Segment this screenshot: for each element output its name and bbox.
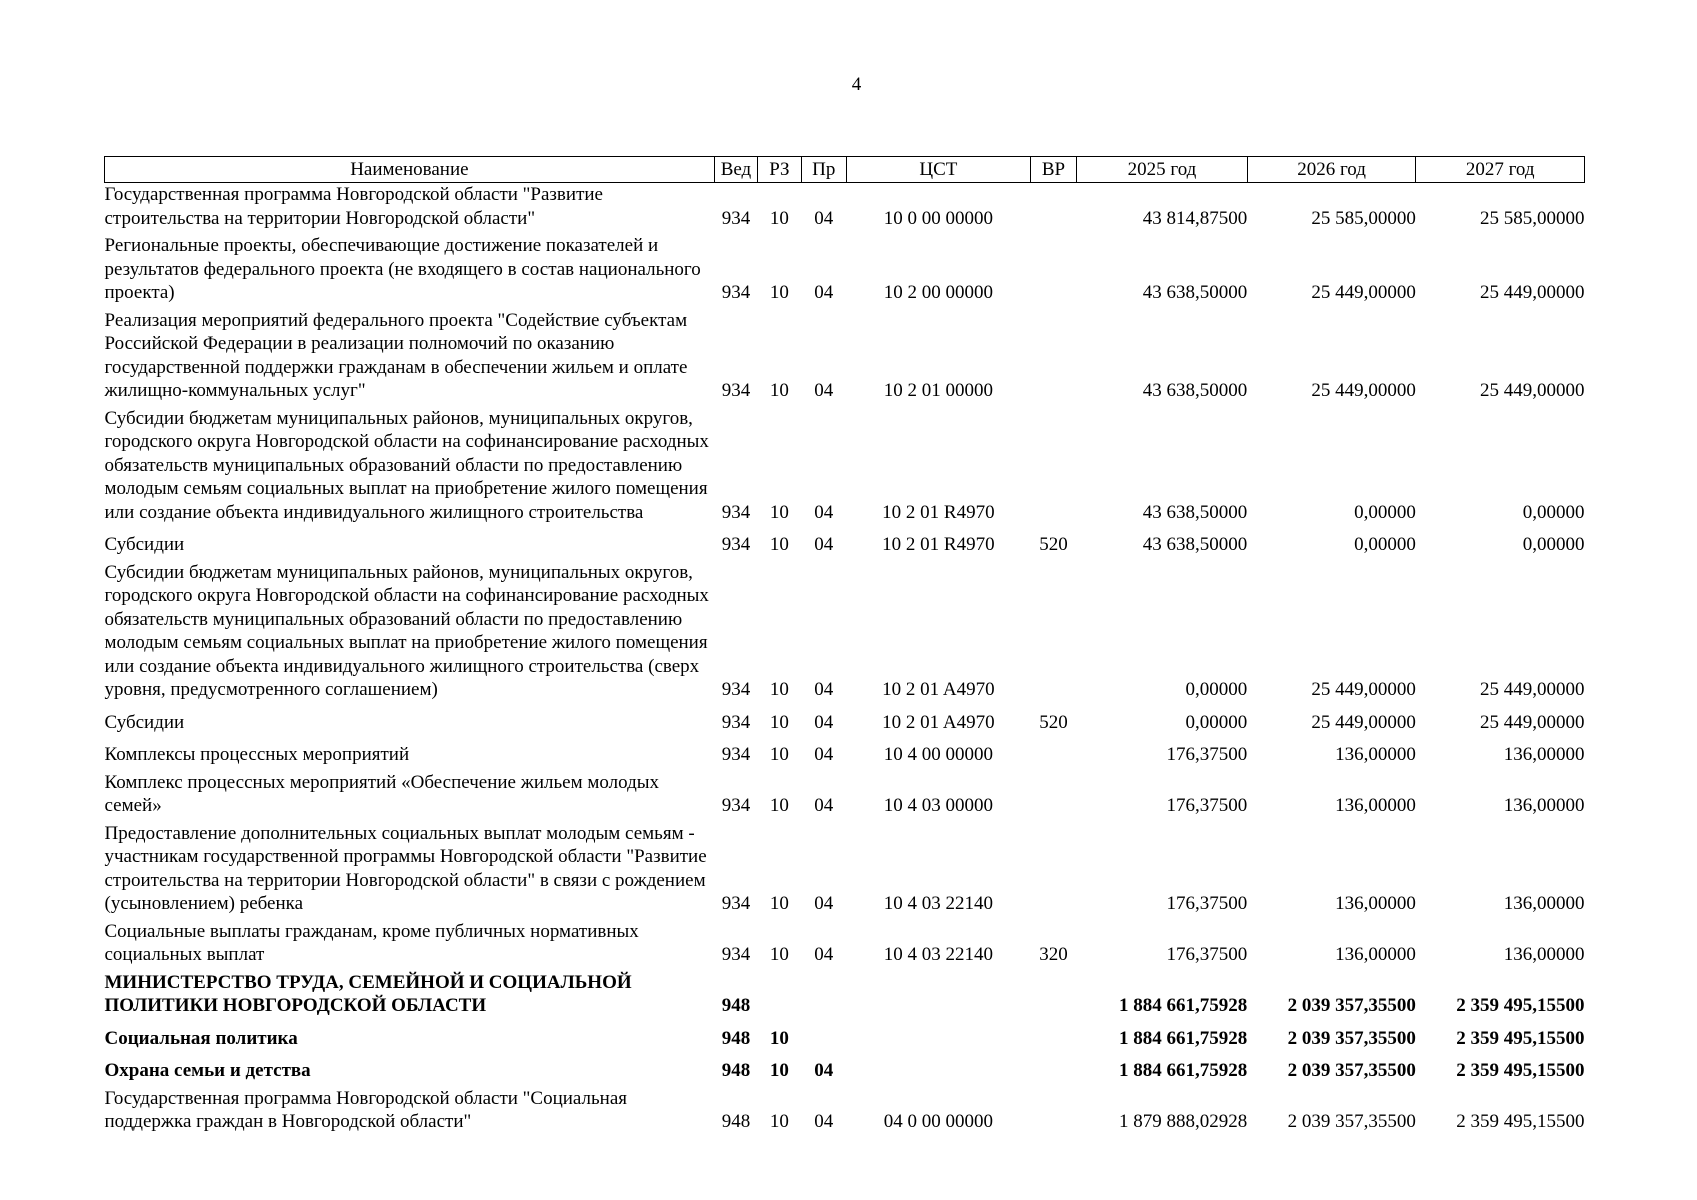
row-2025: 1 884 661,75928 (1119, 1060, 1248, 1081)
table-row (105, 920, 1585, 971)
row-rz: 10 (769, 1027, 789, 1049)
row-ved: 948 (721, 995, 751, 1016)
row-2025: 176,37500 (1166, 944, 1248, 965)
row-name: Комплексы процессных мероприятий (104, 744, 410, 765)
row-vr (1030, 309, 1076, 407)
row-rz: 10 (769, 282, 789, 303)
row-cst (847, 1022, 1031, 1055)
table-row (105, 771, 1585, 822)
row-name: Социальная политика (104, 1027, 298, 1049)
row-pr: 04 (814, 679, 834, 700)
row-2026: 0,00000 (1354, 501, 1416, 523)
row-vr: 520 (1039, 534, 1068, 555)
row-rz: 10 (769, 501, 789, 523)
row-2026: 25 449,00000 (1311, 711, 1416, 733)
row-cst: 10 0 00 00000 (883, 207, 993, 229)
row-2025: 0,00000 (1185, 679, 1248, 700)
table-row (105, 528, 1585, 561)
row-pr: 04 (814, 534, 834, 555)
row-pr (801, 1022, 846, 1055)
row-vr (1030, 822, 1076, 920)
row-ved: 934 (721, 207, 751, 229)
row-2025: 43 638,50000 (1142, 534, 1248, 555)
row-2025: 43 638,50000 (1142, 282, 1248, 303)
row-ved: 934 (721, 744, 751, 765)
row-vr (1030, 234, 1076, 309)
table-row (105, 309, 1585, 407)
row-pr: 04 (814, 282, 834, 303)
row-2027: 25 449,00000 (1480, 679, 1585, 700)
row-name: Реализация мероприятий федерального проекта "Содействие субъектам Российской Федерации в реализации полномочий по оказанию государственной поддержки гражданам в обеспечении жильем и оплате жилищно-коммунальных услуг" (104, 309, 688, 401)
row-cst: 10 4 03 00000 (883, 795, 993, 816)
row-2027: 25 449,00000 (1480, 380, 1585, 401)
row-2025: 176,37500 (1166, 893, 1248, 914)
row-rz: 10 (769, 679, 789, 700)
row-2025: 0,00000 (1185, 711, 1248, 733)
table-row (105, 407, 1585, 529)
row-2027: 25 449,00000 (1480, 711, 1585, 733)
row-vr (1030, 738, 1076, 771)
row-ved: 934 (721, 795, 751, 816)
row-pr: 04 (814, 795, 834, 816)
header-2025: 2025 год (1077, 157, 1248, 183)
row-2027: 0,00000 (1522, 534, 1585, 555)
row-cst: 10 2 01 A4970 (882, 679, 995, 700)
row-name: Комплекс процессных мероприятий «Обеспечение жильем молодых семей» (104, 771, 660, 816)
row-cst (847, 971, 1031, 1022)
row-2027: 136,00000 (1503, 744, 1585, 765)
row-cst: 10 2 01 00000 (883, 380, 993, 401)
header-pr: Пр (801, 157, 846, 183)
row-pr: 04 (814, 893, 834, 914)
row-cst: 10 2 01 A4970 (882, 711, 995, 733)
row-2026: 25 449,00000 (1311, 679, 1416, 700)
budget-table (104, 156, 1585, 1138)
table-row (105, 971, 1585, 1022)
row-rz: 10 (769, 795, 789, 816)
row-rz: 10 (769, 944, 789, 965)
row-rz: 10 (769, 893, 789, 914)
row-ved: 948 (721, 1060, 751, 1081)
table-body (105, 183, 1585, 1138)
row-pr: 04 (814, 1060, 834, 1081)
row-name: МИНИСТЕРСТВО ТРУДА, СЕМЕЙНОЙ И СОЦИАЛЬНОЙ ПОЛИТИКИ НОВГОРОДСКОЙ ОБЛАСТИ (104, 971, 632, 1016)
row-2026: 136,00000 (1335, 795, 1416, 816)
table-row (105, 1054, 1585, 1087)
row-pr: 04 (814, 944, 834, 965)
row-vr (1030, 1087, 1076, 1138)
row-2025: 43 638,50000 (1142, 501, 1248, 523)
row-vr (1030, 1022, 1076, 1055)
row-name: Предоставление дополнительных социальных выплат молодым семьям - участникам государственной программы Новгородской области "Развитие строительства на территории Новгородской области" в связи с рождением (усыновлением) ребенка (104, 822, 707, 914)
row-cst: 10 2 01 R4970 (882, 501, 995, 523)
row-2027: 25 585,00000 (1480, 207, 1585, 229)
row-ved: 934 (721, 679, 751, 700)
row-2026: 136,00000 (1335, 893, 1416, 914)
table-row (105, 738, 1585, 771)
header-rz: РЗ (758, 157, 801, 183)
row-cst: 04 0 00 00000 (883, 1111, 993, 1132)
row-2025: 1 884 661,75928 (1119, 995, 1248, 1016)
row-2027: 2 359 495,15500 (1456, 995, 1585, 1016)
row-2026: 25 585,00000 (1311, 207, 1416, 229)
page-number: 4 (851, 74, 862, 95)
row-vr (1030, 1054, 1076, 1087)
header-2027: 2027 год (1416, 157, 1585, 183)
row-pr: 04 (814, 207, 834, 229)
row-pr: 04 (814, 744, 834, 765)
row-ved: 948 (721, 1027, 751, 1049)
row-2026: 2 039 357,35500 (1287, 995, 1416, 1016)
row-vr (1030, 971, 1076, 1022)
row-2026: 2 039 357,35500 (1287, 1111, 1416, 1132)
row-cst (847, 1054, 1031, 1087)
row-cst: 10 4 03 22140 (883, 893, 993, 914)
row-2025: 43 638,50000 (1142, 380, 1248, 401)
row-2027: 0,00000 (1522, 501, 1585, 523)
row-rz: 10 (769, 1111, 789, 1132)
row-name: Субсидии (104, 534, 185, 555)
row-rz: 10 (769, 207, 789, 229)
row-pr: 04 (814, 501, 834, 523)
row-cst: 10 2 00 00000 (883, 282, 993, 303)
row-vr (1030, 407, 1076, 529)
header-name: Наименование (105, 157, 715, 183)
row-rz: 10 (769, 744, 789, 765)
row-2026: 136,00000 (1335, 944, 1416, 965)
row-2026: 0,00000 (1354, 534, 1416, 555)
header-cst: ЦСТ (847, 157, 1031, 183)
row-pr: 04 (814, 380, 834, 401)
row-ved: 934 (721, 893, 751, 914)
row-ved: 934 (721, 282, 751, 303)
header-2026: 2026 год (1247, 157, 1416, 183)
row-2027: 136,00000 (1503, 893, 1585, 914)
row-2027: 25 449,00000 (1480, 282, 1585, 303)
row-2026: 2 039 357,35500 (1287, 1027, 1416, 1049)
row-name: Охрана семьи и детства (104, 1060, 311, 1081)
row-cst: 10 4 03 22140 (883, 944, 993, 965)
row-ved: 934 (721, 711, 751, 733)
table-row (105, 561, 1585, 706)
row-name: Субсидии бюджетам муниципальных районов, муниципальных округов, городского округа Новгородской области на софинансирование расходных обязательств муниципальных образований области по предоставлению молодым семьям социальных выплат на приобретение жилого помещения или создание объекта индивидуального жилищного строительства (104, 407, 709, 523)
row-cst: 10 2 01 R4970 (882, 534, 995, 555)
row-rz (758, 971, 801, 1022)
row-2027: 136,00000 (1503, 795, 1585, 816)
row-2026: 136,00000 (1335, 744, 1416, 765)
row-2027: 2 359 495,15500 (1456, 1111, 1585, 1132)
row-vr: 520 (1039, 711, 1068, 733)
header-ved: Вед (714, 157, 757, 183)
row-rz: 10 (769, 380, 789, 401)
row-vr (1030, 771, 1076, 822)
row-2026: 25 449,00000 (1311, 380, 1416, 401)
row-2025: 176,37500 (1166, 744, 1248, 765)
row-ved: 934 (721, 380, 751, 401)
row-rz: 10 (769, 534, 789, 555)
row-2025: 1 879 888,02928 (1119, 1111, 1248, 1132)
row-name: Социальные выплаты гражданам, кроме публичных нормативных социальных выплат (104, 920, 639, 965)
row-rz: 10 (769, 711, 789, 733)
row-pr: 04 (814, 711, 834, 733)
table-header-row (105, 157, 1585, 183)
row-rz: 10 (769, 1060, 789, 1081)
row-2026: 25 449,00000 (1311, 282, 1416, 303)
row-2027: 2 359 495,15500 (1456, 1060, 1585, 1081)
table-row (105, 1087, 1585, 1138)
header-vr: ВР (1030, 157, 1076, 183)
row-name: Региональные проекты, обеспечивающие достижение показателей и результатов федерального проекта (не входящего в состав национального проекта) (104, 235, 701, 303)
row-2025: 43 814,87500 (1142, 207, 1248, 229)
row-ved: 934 (721, 944, 751, 965)
row-name: Субсидии (104, 711, 185, 733)
row-vr (1030, 561, 1076, 706)
row-vr (1030, 183, 1076, 235)
table-row (105, 706, 1585, 739)
row-name: Государственная программа Новгородской области "Развитие строительства на территории Новгородской области" (104, 184, 603, 229)
row-2025: 176,37500 (1166, 795, 1248, 816)
table-row (105, 1022, 1585, 1055)
table-row (105, 234, 1585, 309)
row-ved: 934 (721, 534, 751, 555)
row-ved: 948 (721, 1111, 751, 1132)
row-name: Государственная программа Новгородской области "Социальная поддержка граждан в Новгородской области" (104, 1087, 628, 1132)
row-name: Субсидии бюджетам муниципальных районов, муниципальных округов, городского округа Новгородской области на софинансирование расходных обязательств муниципальных образований области по предоставлению молодым семьям социальных выплат на приобретение жилого помещения или создание объекта индивидуального жилищного строительства (сверх уровня, предусмотренного соглашением) (104, 561, 709, 700)
table-row (105, 183, 1585, 235)
table-row (105, 822, 1585, 920)
row-cst: 10 4 00 00000 (883, 744, 993, 765)
row-2025: 1 884 661,75928 (1119, 1027, 1248, 1049)
row-2026: 2 039 357,35500 (1287, 1060, 1416, 1081)
row-ved: 934 (721, 501, 751, 523)
row-pr: 04 (814, 1111, 834, 1132)
row-vr: 320 (1039, 944, 1068, 965)
row-pr (801, 971, 846, 1022)
row-2027: 136,00000 (1503, 944, 1585, 965)
row-2027: 2 359 495,15500 (1456, 1027, 1585, 1049)
